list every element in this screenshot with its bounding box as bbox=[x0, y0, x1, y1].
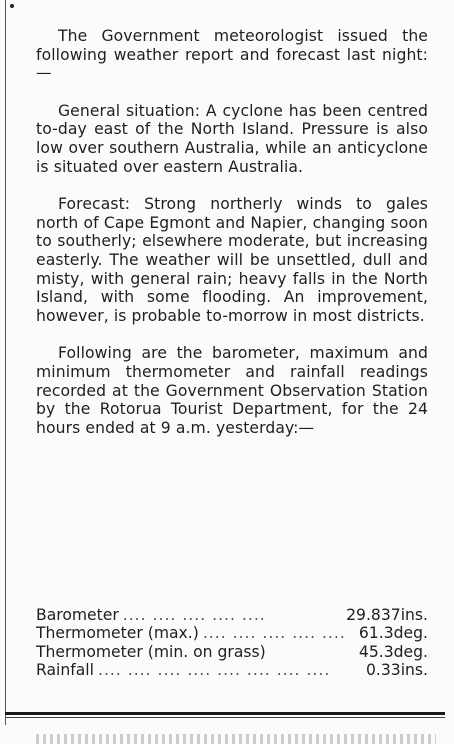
column-rule bbox=[5, 0, 6, 725]
reading-label: Rainfall bbox=[36, 660, 94, 679]
reading-label: Thermometer (max.) bbox=[36, 624, 199, 643]
print-speck bbox=[10, 4, 14, 8]
reading-value: 61.3deg. bbox=[358, 624, 428, 643]
column-end-rule-thin bbox=[5, 717, 445, 718]
general-situation-paragraph: General situation: A cyclone has been centred to-day east of the North Island. Pressure is also low over southern Australia, while an anticyclone is situated over eastern Australia. bbox=[36, 101, 428, 176]
reading-label: Thermometer (min. on grass) bbox=[36, 642, 266, 661]
cut-off-next-line bbox=[36, 734, 436, 744]
forecast-paragraph: Forecast: Strong northerly winds to gales north of Cape Egmont and Napier, changing soon to southerly; elsewhere moderate, but increasing easterly. The weather will be unsettled, dull and misty, with general rain; heavy falls in the North Island, with some flooding. An improvement, however, is probable to-morrow in most districts. bbox=[36, 195, 428, 325]
reading-value: 45.3deg. bbox=[358, 642, 428, 661]
leader-dots: .... .... .... .... .... bbox=[202, 624, 346, 643]
readings-intro-paragraph: Following are the barometer, maximum and minimum thermometer and rainfall readings recorded at the Government Observation Station by the Rotorua Tourist Department, for the 24 hours ended at 9 a.m. yesterday:— bbox=[36, 344, 428, 437]
reading-row-thermometer-max bbox=[36, 624, 428, 642]
column-end-rule bbox=[5, 712, 445, 715]
weather-article bbox=[36, 27, 428, 456]
reading-label: Barometer bbox=[36, 606, 119, 624]
reading-row-barometer bbox=[36, 606, 428, 624]
leader-dots: .... .... .... .... .... bbox=[122, 606, 266, 624]
readings-table bbox=[36, 606, 428, 679]
reading-value: 0.33ins. bbox=[365, 660, 428, 679]
reading-row-thermometer-min bbox=[36, 643, 428, 661]
intro-paragraph: The Government meteorologist issued the following weather report and forecast last night:— bbox=[36, 27, 428, 83]
leader-dots: .... .... .... .... .... .... .... .... bbox=[97, 660, 331, 679]
reading-row-rainfall bbox=[36, 661, 428, 679]
reading-value: 29.837ins. bbox=[346, 606, 428, 624]
leader-dots bbox=[266, 643, 359, 661]
